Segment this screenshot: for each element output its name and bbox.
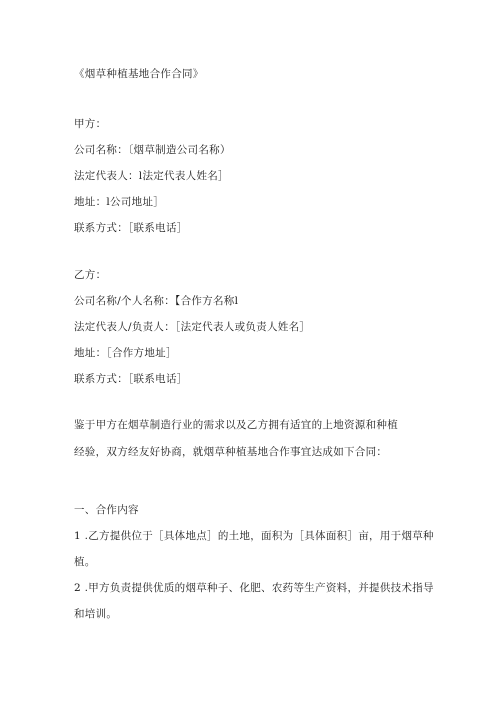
party-a-contact: 联系方式：［联系电话］ [74, 222, 188, 234]
section-1-item-1-cont: 植。 [74, 556, 96, 568]
section-1-heading: 一、合作内容 [74, 504, 139, 516]
party-b-heading: 乙方： [74, 269, 107, 281]
party-a-address: 地址：l公司地址］ [74, 196, 165, 208]
party-b-company: 公司名称/个人名称：【合作方名称l [74, 295, 239, 307]
section-1-item-1: 1 .乙方提供位于［具体地点］的土地，面积为［具体面积］亩，用于烟草种 [74, 530, 434, 542]
preamble-line-1: 鉴于甲方在烟草制造行业的需求以及乙方拥有适宜的上地资源和种植 [74, 419, 398, 431]
party-a-representative: 法定代表人：l法定代表人姓名］ [74, 170, 229, 182]
party-b-address: 地址：［合作方地址］ [74, 347, 177, 359]
section-1-item-2: 2 .甲方负责提供优质的烟草种子、化肥、农药等生产资料，并提供技术指导 [74, 582, 434, 594]
section-1-item-2-cont: 和培训。 [74, 608, 118, 620]
party-b-representative: 法定代表人/负责人：［法定代表人或负责人姓名］ [74, 321, 311, 333]
preamble-line-2: 经验，双方经友好协商，就烟草种植基地合作事宜达成如下合同： [74, 446, 388, 458]
party-a-company: 公司名称：〔烟草制造公司名称） [74, 144, 231, 156]
contract-title: 《烟草种植基地合作合同》 [74, 68, 204, 80]
party-a-heading: 甲方： [74, 118, 107, 130]
party-b-contact: 联系方式：［联系电话］ [74, 373, 188, 385]
